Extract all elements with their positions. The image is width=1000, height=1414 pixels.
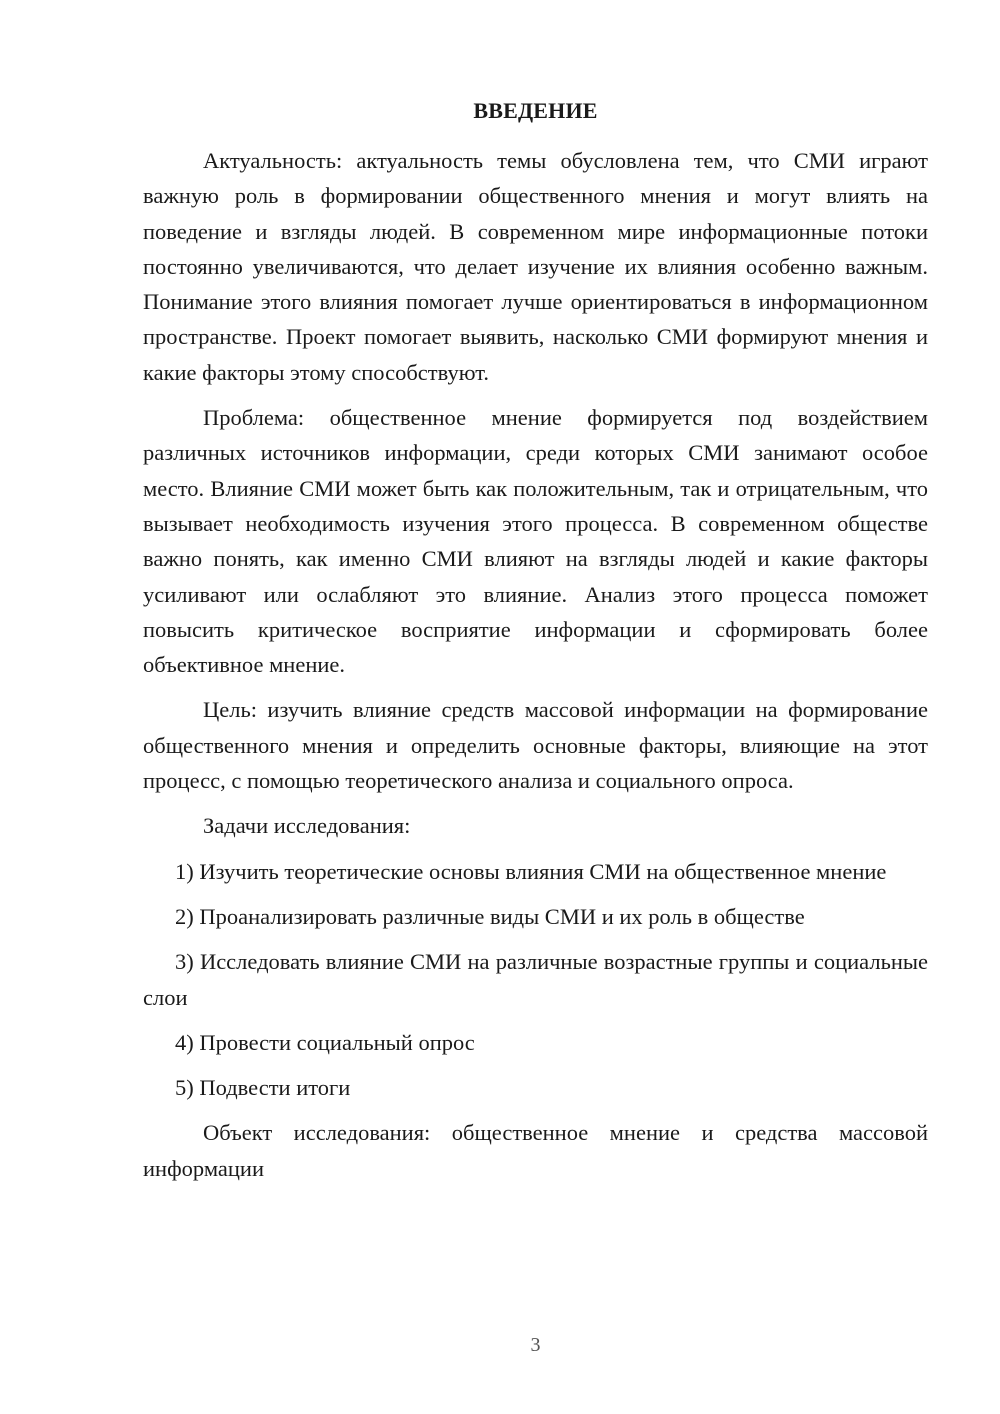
task-item-2: 2) Проанализировать различные виды СМИ и их роль в обществе [175,903,805,929]
task-item-5: 5) Подвести итоги [175,1075,351,1101]
paragraph-relevance: Актуальность: актуальность темы обусловлена тем, что СМИ играют важную роль в формировании общественного мнения и могут влиять на поведение и взгляды людей. В современном мире информационные потоки постоянно увеличиваются, что делает изучение их влияния особенно важным. Понимание этого влияния помогает лучше ориентироваться в информационном пространстве. Проект помогает выявить, насколько СМИ формируют мнения и какие факторы этому способствуют. [143,148,928,385]
task-item-1: 1) Изучить теоретические основы влияния СМИ на общественное мнение [175,858,887,884]
task-item-4: 4) Провести социальный опрос [175,1029,475,1055]
paragraph-tasks-heading: Задачи исследования: [203,813,411,839]
paragraph-problem: Проблема: общественное мнение формируется под воздействием различных источников информации, среди которых СМИ занимают особое место. Влияние СМИ может быть как положительным, так и отрицательным, что вызывает необходимость изучения этого процесса. В современном обществе важно понять, как именно СМИ влияют на взгляды людей и какие факторы усиливают или ослабляют это влияние. Анализ этого процесса поможет повысить критическое восприятие информации и сформировать более объективное мнение. [143,405,928,678]
task-item-3: 3) Исследовать влияние СМИ на различные возрастные группы и социальные слои [143,949,928,1010]
document-body [143,143,928,1196]
paragraph-goal: Цель: изучить влияние средств массовой информации на формирование общественного мнения и определить основные факторы, влияющие на этот процесс, с помощью теоретического анализа и социального опроса. [143,697,928,794]
document-page [143,0,928,1414]
paragraph-object: Объект исследования: общественное мнение и средства массовой информации [143,1120,928,1181]
page-heading: ВВЕДЕНИЕ [473,98,598,123]
page-number: 3 [530,1334,541,1356]
